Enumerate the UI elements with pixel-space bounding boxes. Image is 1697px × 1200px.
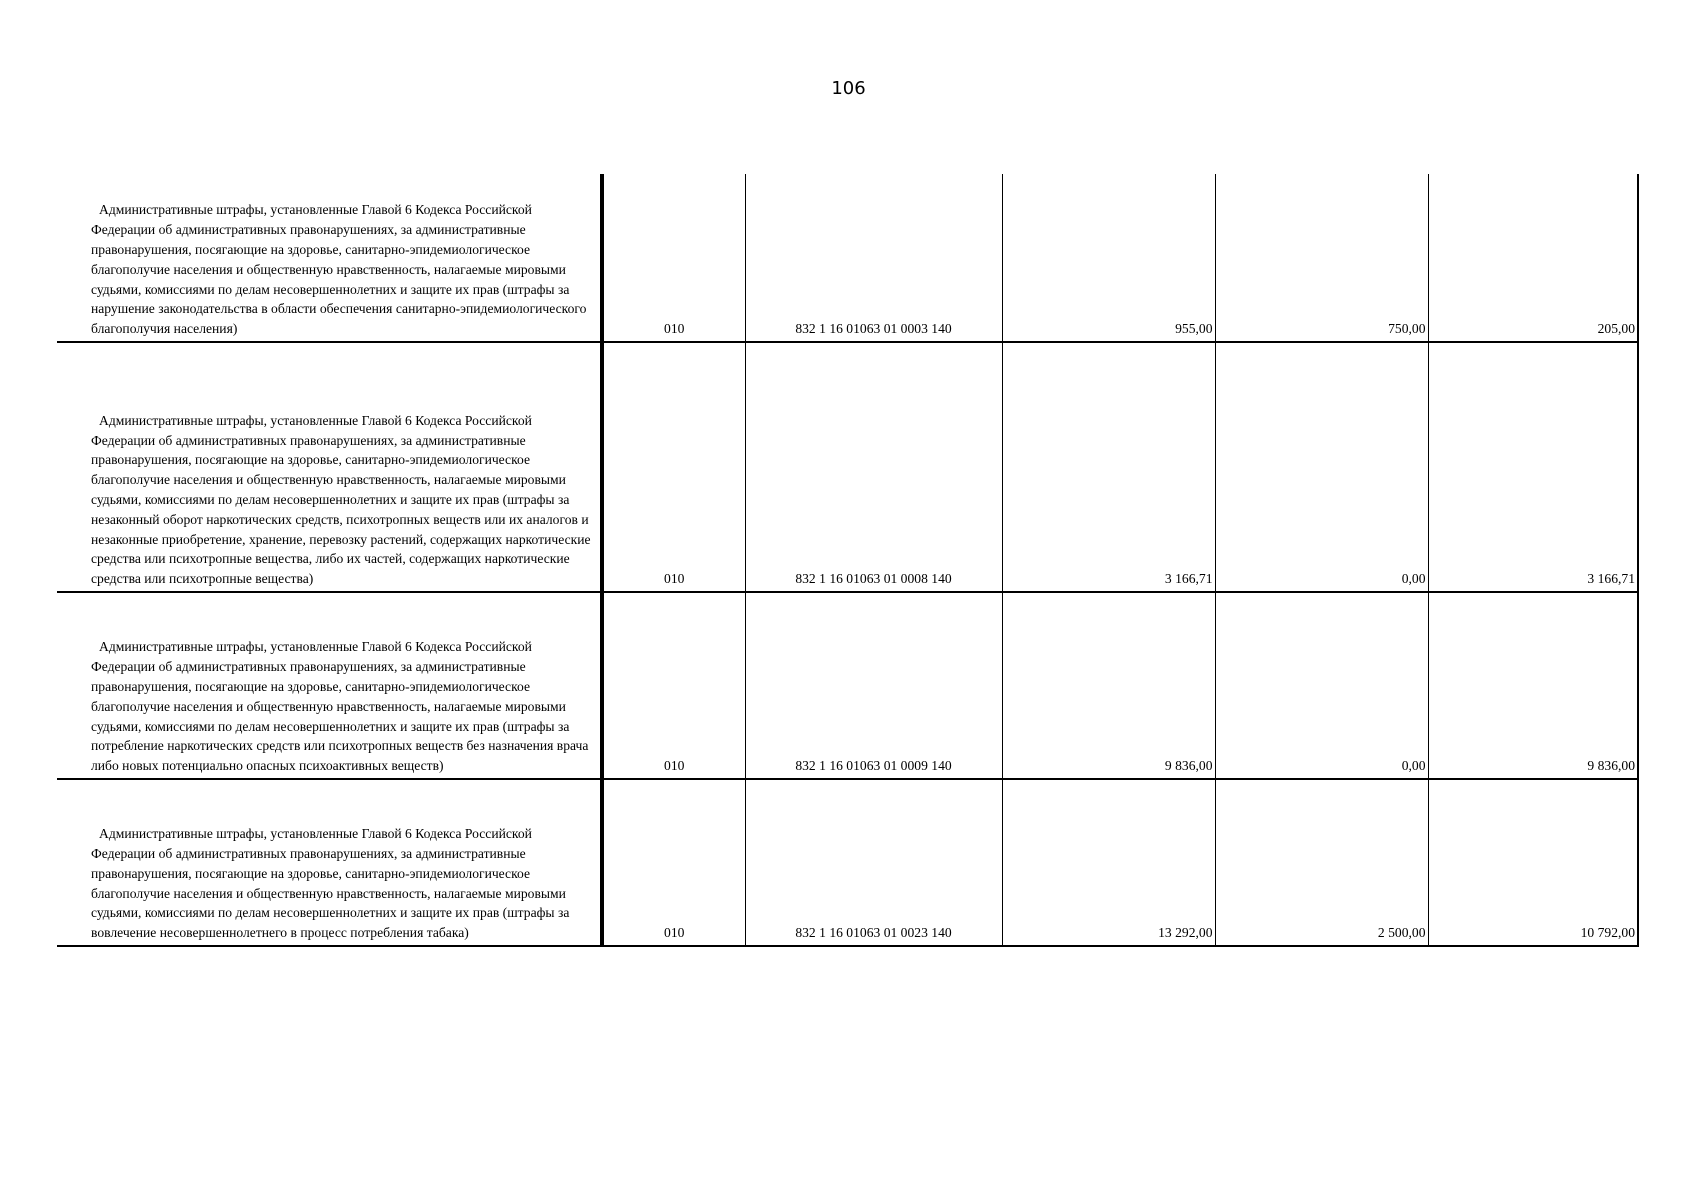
row-name-cell: Административные штрафы, установленные Главой 6 Кодекса Российской Федерации об административных правонарушениях, за административные правонарушения, посягающие на здоровье, санитарно-эпидемиологическое благополучие населения и общественную нравственность, налагаемые мировыми судьями, комиссиями по делам несовершеннолетних и защите их прав (штрафы за потребление наркотических средств или психотропных веществ без назначения врача либо новых потенциально опасных психоактивных веществ): [57, 592, 602, 779]
row-line-code: 010: [602, 779, 745, 946]
row-name-cell: Административные штрафы, установленные Главой 6 Кодекса Российской Федерации об административных правонарушениях, за административные правонарушения, посягающие на здоровье, санитарно-эпидемиологическое благополучие населения и общественную нравственность, налагаемые мировыми судьями, комиссиями по делам несовершеннолетних и защите их прав (штрафы за нарушение законодательства в области обеспечения санитарно-эпидемиологического благополучия населения): [57, 174, 602, 342]
row-unexecuted-value: 10 792,00: [1428, 779, 1638, 946]
row-line-code: 010: [602, 174, 745, 342]
table-row: [57, 342, 1638, 592]
row-income-code: 832 1 16 01063 01 0009 140: [745, 592, 1002, 779]
row-income-code: 832 1 16 01063 01 0003 140: [745, 174, 1002, 342]
table-row: [57, 779, 1638, 946]
row-executed-value: 2 500,00: [1215, 779, 1428, 946]
row-approved-value: 9 836,00: [1002, 592, 1215, 779]
page-number: 106: [831, 78, 866, 99]
row-unexecuted-value: 9 836,00: [1428, 592, 1638, 779]
row-unexecuted-value: 3 166,71: [1428, 342, 1638, 592]
table-row: [57, 592, 1638, 779]
row-approved-value: 955,00: [1002, 174, 1215, 342]
row-executed-value: 0,00: [1215, 342, 1428, 592]
row-income-code: 832 1 16 01063 01 0008 140: [745, 342, 1002, 592]
row-executed-value: 750,00: [1215, 174, 1428, 342]
row-approved-value: 13 292,00: [1002, 779, 1215, 946]
row-line-code: 010: [602, 342, 745, 592]
table-row: [57, 174, 1638, 342]
row-approved-value: 3 166,71: [1002, 342, 1215, 592]
row-unexecuted-value: 205,00: [1428, 174, 1638, 342]
row-executed-value: 0,00: [1215, 592, 1428, 779]
row-name-cell: Административные штрафы, установленные Главой 6 Кодекса Российской Федерации об административных правонарушениях, за административные правонарушения, посягающие на здоровье, санитарно-эпидемиологическое благополучие населения и общественную нравственность, налагаемые мировыми судьями, комиссиями по делам несовершеннолетних и защите их прав (штрафы за вовлечение несовершеннолетнего в процесс потребления табака): [57, 779, 602, 946]
row-line-code: 010: [602, 592, 745, 779]
income-table: [57, 174, 1639, 947]
row-income-code: 832 1 16 01063 01 0023 140: [745, 779, 1002, 946]
row-name-cell: Административные штрафы, установленные Главой 6 Кодекса Российской Федерации об административных правонарушениях, за административные правонарушения, посягающие на здоровье, санитарно-эпидемиологическое благополучие населения и общественную нравственность, налагаемые мировыми судьями, комиссиями по делам несовершеннолетних и защите их прав (штрафы за незаконный оборот наркотических средств, психотропных веществ или их аналогов и незаконные приобретение, хранение, перевозку растений, содержащих наркотические средства или психотропные вещества, либо их частей, содержащих наркотические средства или психотропные вещества): [57, 342, 602, 592]
